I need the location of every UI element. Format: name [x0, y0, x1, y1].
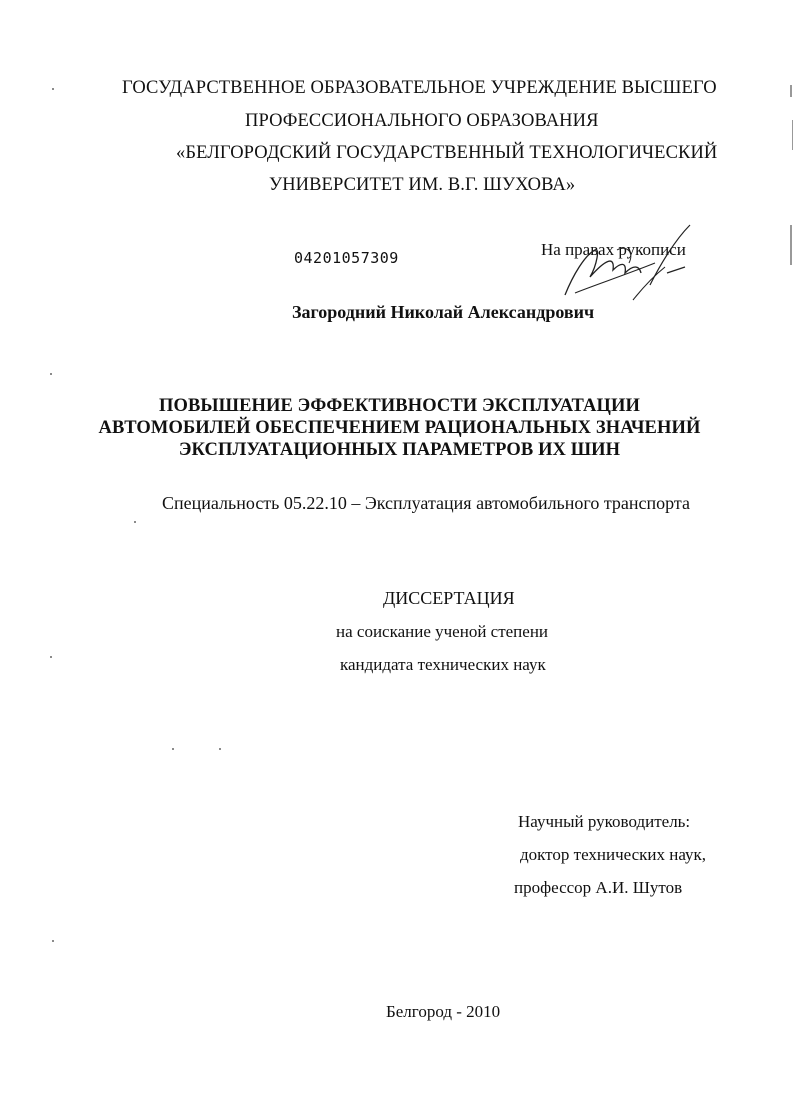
- scan-speck: [172, 748, 174, 750]
- institution-line-3: «БЕЛГОРОДСКИЙ ГОСУДАРСТВЕННЫЙ ТЕХНОЛОГИЧЕСКИЙ: [176, 143, 718, 163]
- institution-line-2: ПРОФЕССИОНАЛЬНОГО ОБРАЗОВАНИЯ: [245, 111, 599, 131]
- scan-edge-mark: [792, 120, 793, 150]
- title-line-2: АВТОМОБИЛЕЙ ОБЕСПЕЧЕНИЕМ РАЦИОНАЛЬНЫХ ЗНАЧЕНИЙ: [98, 418, 701, 438]
- scan-speck: [219, 748, 221, 750]
- supervisor-line-2: доктор технических наук,: [520, 845, 707, 864]
- title-line-1: ПОВЫШЕНИЕ ЭФФЕКТИВНОСТИ ЭКСПЛУАТАЦИИ: [158, 396, 640, 416]
- degree-line-1: на соискание ученой степени: [336, 622, 549, 641]
- scan-speck: [52, 88, 54, 90]
- supervisor-line-3: профессор А.И. Шутов: [514, 878, 683, 897]
- title-line-3: ЭКСПЛУАТАЦИОННЫХ ПАРАМЕТРОВ ИХ ШИН: [178, 440, 621, 460]
- doc-type: ДИССЕРТАЦИЯ: [383, 588, 515, 608]
- author-name: Загородний Николай Александрович: [292, 302, 595, 322]
- scan-speck: [52, 940, 54, 942]
- scan-edge-mark: [790, 225, 792, 265]
- scan-speck: [50, 373, 52, 375]
- institution-line-1: ГОСУДАРСТВЕННОЕ ОБРАЗОВАТЕЛЬНОЕ УЧРЕЖДЕНИЕ ВЫСШЕГО: [122, 78, 717, 98]
- scan-edge-mark: [790, 85, 792, 97]
- specialty: Специальность 05.22.10 – Эксплуатация автомобильного транспорта: [162, 493, 691, 513]
- supervisor-line-1: Научный руководитель:: [518, 812, 691, 831]
- scan-speck: [50, 656, 52, 658]
- city-year: Белгород - 2010: [386, 1002, 501, 1021]
- registry-code: 04201057309: [294, 249, 399, 267]
- scan-speck: [134, 521, 136, 523]
- degree-line-2: кандидата технических наук: [340, 655, 546, 674]
- rights-note: На правах рукописи: [541, 240, 686, 259]
- signature-icon: [555, 215, 695, 310]
- institution-line-4: УНИВЕРСИТЕТ ИМ. В.Г. ШУХОВА»: [269, 175, 576, 195]
